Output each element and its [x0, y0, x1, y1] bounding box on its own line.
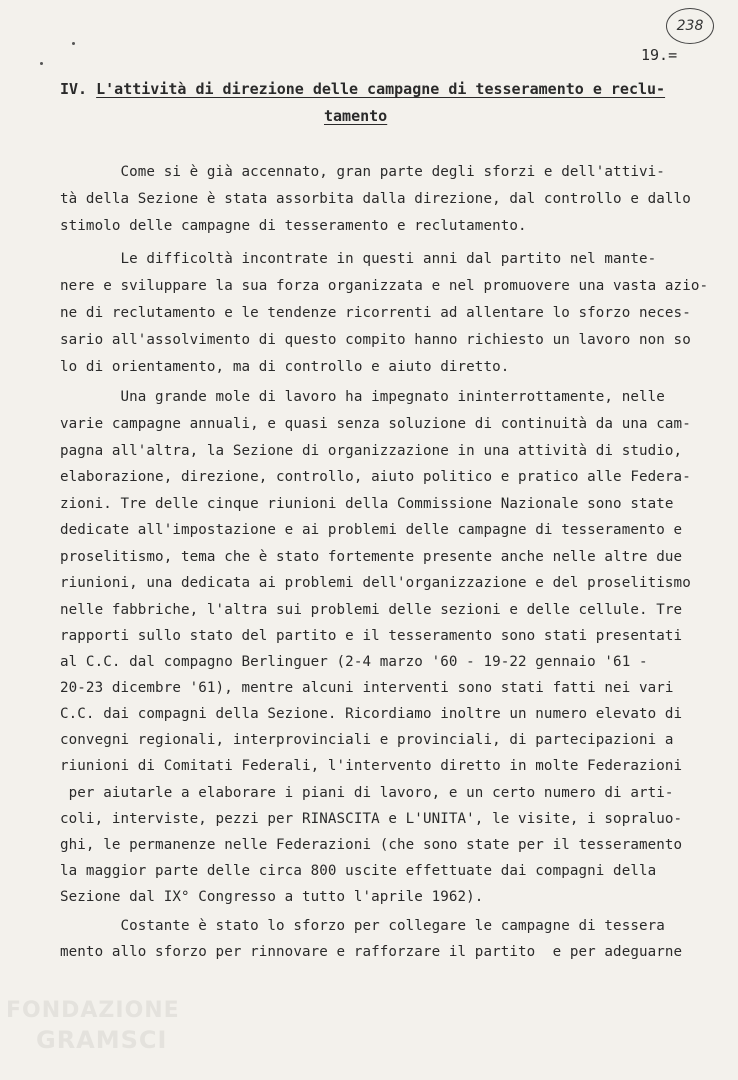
- text-line: Le difficoltà incontrate in questi anni dal partito nel mante-: [60, 251, 657, 267]
- text-line: elaborazione, direzione, controllo, aiuto politico e pratico alle Federa-: [60, 469, 691, 485]
- text-line: varie campagne annuali, e quasi senza soluzione di continuità da una cam-: [60, 416, 691, 432]
- text-line: riunioni di Comitati Federali, l'intervento diretto in molte Federazioni: [60, 758, 683, 774]
- page-number: 19.=: [641, 46, 678, 64]
- text-line: proselitismo, tema che è stato fortemente presente anche nelle altre due: [60, 549, 683, 565]
- text-line: rapporti sullo stato del partito e il tesseramento sono stati presentati: [60, 628, 683, 644]
- text-line: lo di orientamento, ma di controllo e aiuto diretto.: [60, 359, 510, 375]
- text-line: sario all'assolvimento di questo compito hanno richiesto un lavoro non so: [60, 332, 691, 348]
- section-heading-continued: tamento: [324, 107, 388, 125]
- text-line: Costante è stato lo sforzo per collegare le campagne di tessera: [60, 918, 665, 934]
- text-line: la maggior parte delle circa 800 uscite effettuate dai compagni della: [60, 863, 657, 879]
- text-line: dedicate all'impostazione e ai problemi delle campagne di tesseramento e: [60, 522, 683, 538]
- ink-dot: [40, 62, 43, 65]
- text-line: riunioni, una dedicata ai problemi dell'organizzazione e del proselitismo: [60, 575, 691, 591]
- text-line: Una grande mole di lavoro ha impegnato ininterrottamente, nelle: [60, 389, 665, 405]
- text-line: ghi, le permanenze nelle Federazioni (che sono state per il tesseramento: [60, 837, 683, 853]
- text-line: coli, interviste, pezzi per RINASCITA e L'UNITA', le visite, i sopraluo-: [60, 811, 683, 827]
- section-heading: [60, 80, 665, 98]
- text-line: stimolo delle campagne di tesseramento e reclutamento.: [60, 218, 527, 234]
- text-line: Come si è già accennato, gran parte degli sforzi e dell'attivi-: [60, 164, 665, 180]
- text-line: tà della Sezione è stata assorbita dalla direzione, dal controllo e dallo: [60, 191, 691, 207]
- text-line: al C.C. dal compagno Berlinguer (2-4 marzo '60 - 19-22 gennaio '61 -: [60, 654, 648, 670]
- ink-dot: [72, 42, 75, 45]
- text-line: mento allo sforzo per rinnovare e rafforzare il partito e per adeguarne: [60, 944, 683, 960]
- text-line: C.C. dai compagni della Sezione. Ricordiamo inoltre un numero elevato di: [60, 706, 683, 722]
- text-line: 20-23 dicembre '61), mentre alcuni interventi sono stati fatti nei vari: [60, 680, 674, 696]
- text-line: pagna all'altra, la Sezione di organizzazione in una attività di studio,: [60, 443, 683, 459]
- watermark-logo: FONDAZIONE: [6, 998, 180, 1023]
- text-line: convegni regionali, interprovinciali e provinciali, di partecipazioni a: [60, 732, 674, 748]
- text-line: nere e sviluppare la sua forza organizzata e nel promuovere una vasta azio-: [60, 278, 709, 294]
- text-line: ne di reclutamento e le tendenze ricorrenti ad allentare lo sforzo neces-: [60, 305, 691, 321]
- watermark-logo-2: GRAMSCI: [36, 1026, 168, 1054]
- text-line: zioni. Tre delle cinque riunioni della Commissione Nazionale sono state: [60, 496, 674, 512]
- archive-stamp: 238: [666, 8, 714, 44]
- heading-title: L'attività di direzione delle campagne di tesseramento e reclu-: [96, 80, 666, 98]
- text-line: Sezione dal IX° Congresso a tutto l'aprile 1962).: [60, 889, 484, 905]
- heading-prefix: IV.: [60, 80, 97, 98]
- text-line: nelle fabbriche, l'altra sui problemi delle sezioni e delle cellule. Tre: [60, 602, 683, 618]
- text-line: per aiutarle a elaborare i piani di lavoro, e un certo numero di arti-: [60, 785, 674, 801]
